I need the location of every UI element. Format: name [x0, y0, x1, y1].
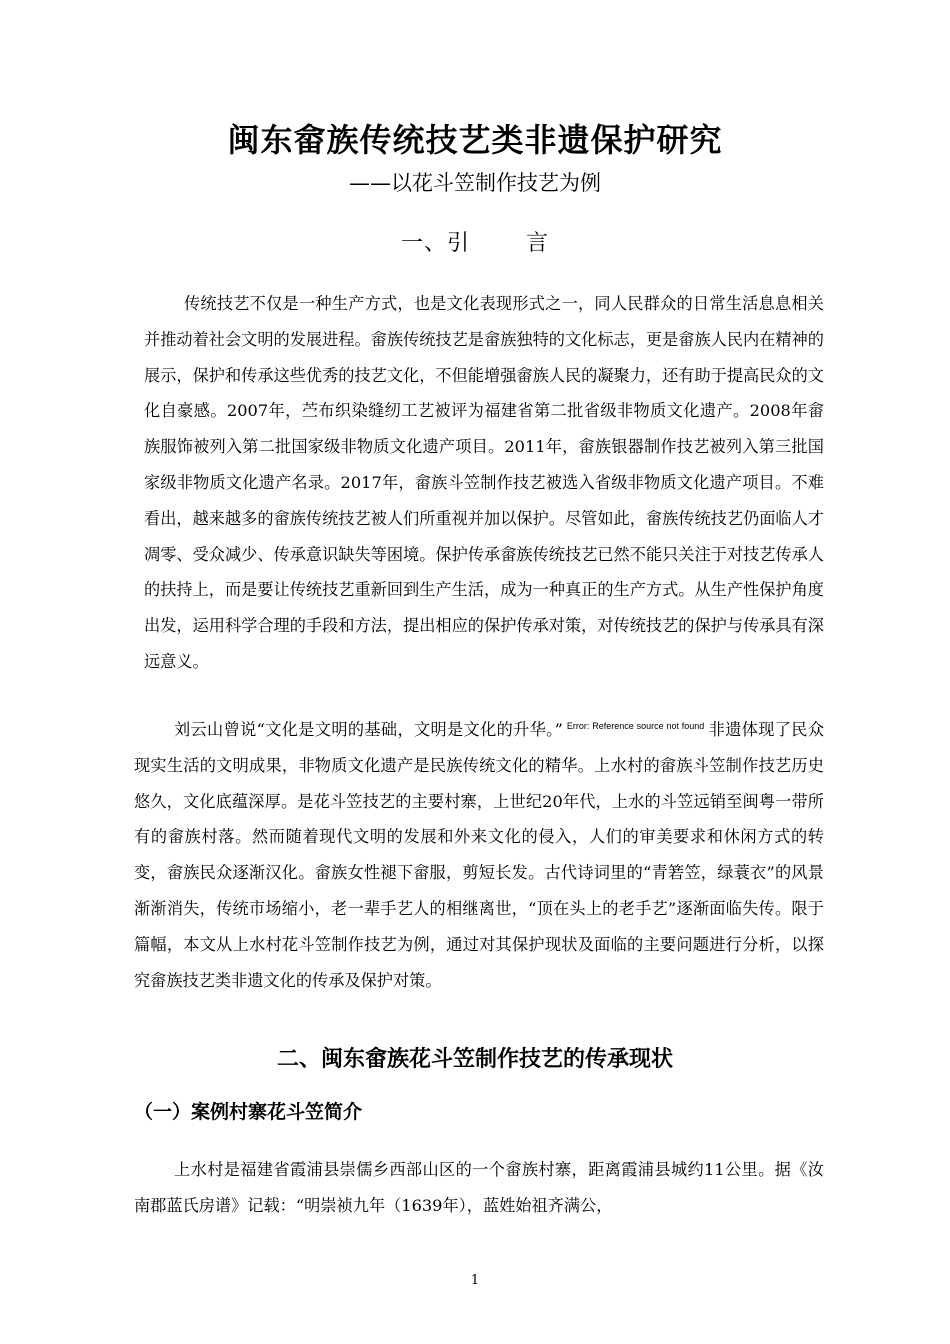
- document-title: 闽东畲族传统技艺类非遗保护研究: [227, 121, 723, 159]
- paragraph-intro-1: 传统技艺不仅是一种生产方式，也是文化表现形式之一，同人民群众的日常生活息息相关并推动着社会文明的发展进程。畲族传统技艺是畲族独特的文化标志，更是畲族人民内在精神的展示，保护和传承这些优秀的技艺文化，不但能增强畲族人民的凝聚力，还有助于提高民众的文化自豪感。2007年，苎布织染缝纫工艺被评为福建省第二批省级非物质文化遗产。2008年畲族服饰被列入第二批国家级非物质文化遗产项目。2011年，畲族银器制作技艺被列入第三批国家级非物质文化遗产名录。2017年，畲族斗笠制作技艺被选入省级非物质文化遗产项目。不难看出，越来越多的畲族传统技艺被人们所重视并加以保护。尽管如此，畲族传统技艺仍面临人才凋零、受众减少、传承意识缺失等困境。保护传承畲族传统技艺已然不能只关注于对技艺传承人的扶持上，而是要让传统技艺重新回到生产生活，成为一种真正的生产方式。从生产性保护角度出发，运用科学合理的手段和方法，提出相应的保护传承对策，对传统技艺的保护与传承具有深远意义。: [144, 294, 824, 671]
- section-heading-introduction: [0, 228, 950, 260]
- page-number: 1: [470, 1273, 480, 1288]
- section-heading-introduction-part2: 言: [526, 231, 550, 256]
- subsection-heading-1: （一）案例村寨花斗笠简介: [134, 1101, 363, 1123]
- section-heading-introduction-part1: 一、引: [400, 231, 470, 256]
- document-subtitle: ——以花斗笠制作技艺为例: [349, 171, 601, 195]
- paragraph-section2-1: 上水村是福建省霞浦县崇儒乡西部山区的一个畲族村寨，距离霞浦县城约11公里。据《汝南郡蓝氏房谱》记载：“明崇祯九年（1639年），蓝姓始祖齐满公，: [134, 1160, 824, 1215]
- paragraph-intro-2-rest: 非遗体现了民众现实生活的文明成果，非物质文化遗产是民族传统文化的精华。上水村的畲族斗笠制作技艺历史悠久，文化底蕴深厚。是花斗笠技艺的主要村寨，上世纪20年代，上水的斗笠远销至闽粤一带所有的畲族村落。然而随着现代文明的发展和外来文化的侵入，人们的审美要求和休闲方式的转变，畲族民众逐渐汉化。畲族女性褪下畲服，剪短长发。古代诗词里的“青箬笠，绿蓑衣”的风景渐渐消失，传统市场缩小，老一辈手艺人的相继离世，“顶在头上的老手艺”逐渐面临失传。限于篇幅，本文从上水村花斗笠制作技艺为例，通过对其保护现状及面临的主要问题进行分析，以探究畲族技艺类非遗文化的传承及保护对策。: [134, 720, 825, 990]
- reference-error-marker: Error: Reference source not found: [566, 720, 705, 731]
- section-heading-2: 二、闽东畲族花斗笠制作技艺的传承现状: [276, 1047, 673, 1072]
- paragraph-intro-2-lead: 刘云山曾说“文化是文明的基础，文明是文化的升华。”: [174, 720, 563, 739]
- paragraph-intro-2: [134, 712, 824, 998]
